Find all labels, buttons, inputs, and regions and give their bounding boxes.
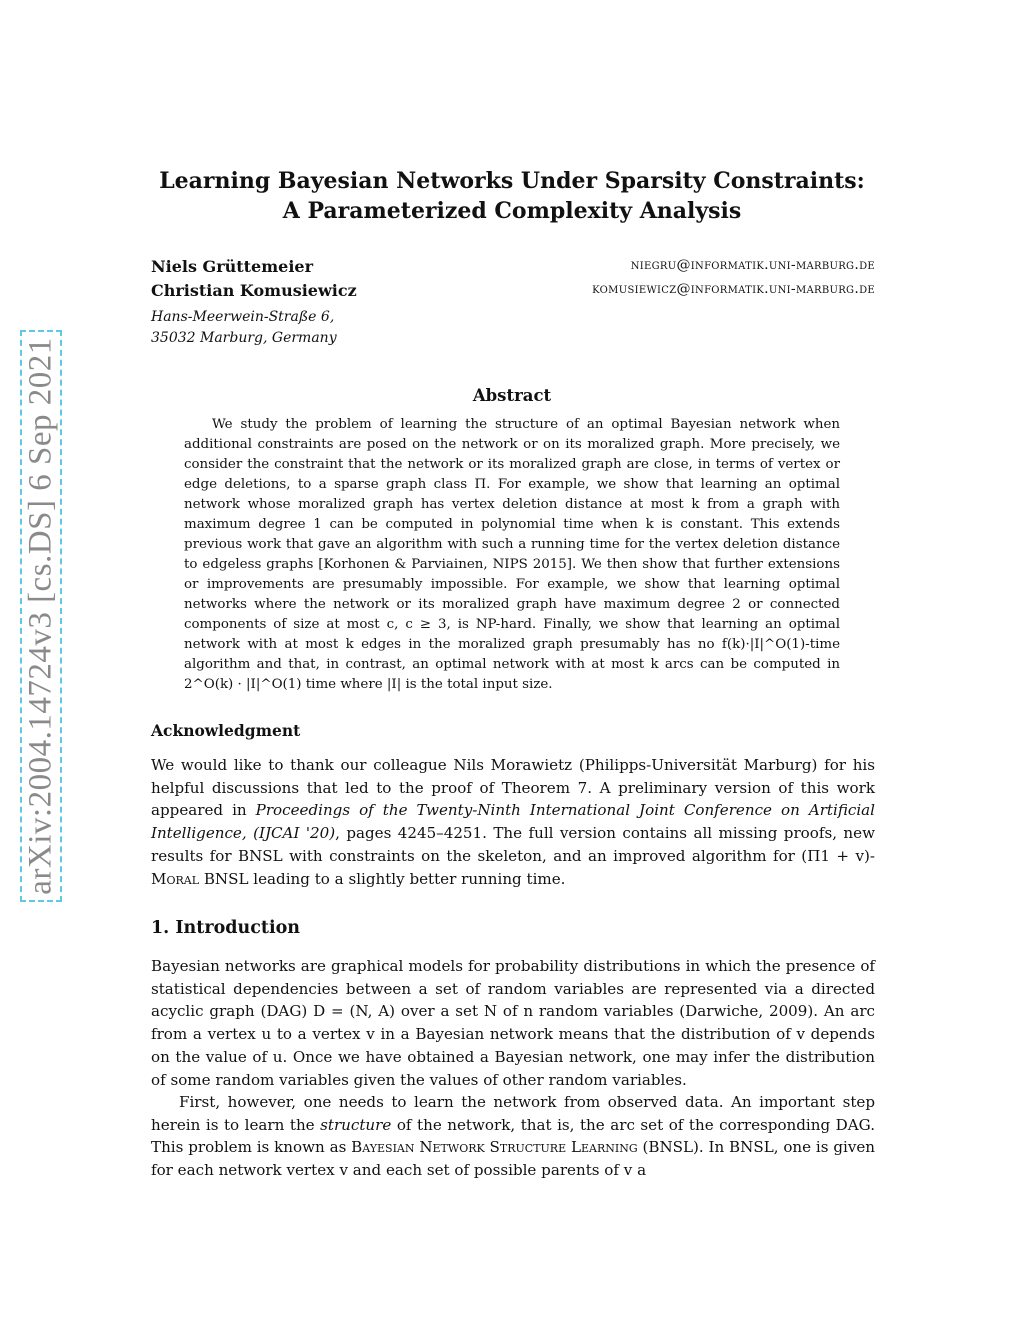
acknowledgment-text-part: , pages 4245–4251. The full version contains all missing proofs, new results for BNSL with constraints on the skeleton, and an improved algorithm for (Π1 + v)- [151, 824, 875, 865]
arxiv-identifier-stamp [20, 330, 62, 902]
author-block [151, 257, 875, 349]
acknowledgment-text [151, 754, 875, 890]
address-line-2: 35032 Marburg, Germany [151, 330, 337, 346]
author-name: Niels Grüttemeier [151, 257, 314, 276]
introduction-paragraph: Bayesian networks are graphical models for probability distributions in which the presence of statistical dependencies between a set of random variables are represented via a directed acyclic graph (DAG) D = (N, A) over a set N of n random variables (Darwiche, 2009). An arc from a vertex u to a vertex v in a Bayesian network means that the distribution of v depends on the value of u. Once we have obtained a Bayesian network, one may infer the distribution of some random variables given the values of other random variables. [151, 957, 875, 1089]
title-line-1: Learning Bayesian Networks Under Sparsity Constraints: [159, 168, 865, 194]
emphasis-structure: structure [320, 1115, 392, 1134]
abstract-text: We study the problem of learning the structure of an optimal Bayesian network when additional constraints are posed on the network or on its moralized graph. More precisely, we consider the constraint that the network or its moralized graph are close, in terms of vertex or edge deletions, to a sparse graph class Π. For example, we show that learning an optimal network whose moralized graph has vertex deletion distance at most k from a graph with maximum degree 1 can be computed in polynomial time when k is constant. This extends previous work that gave an algorithm with such a running time for the vertex deletion distance to edgeless graphs [Korhonen & Parviainen, NIPS 2015]. We then show that further extensions or improvements are presumably impossible. For example, we show that learning optimal networks where the network or its moralized graph have maximum degree 2 or connected components of size at most c, c ≥ 3, is NP-hard. Finally, we show that learning an optimal network with at most k edges in the moralized graph presumably has no f(k)·|I|^O(1)-time algorithm and that, in contrast, an optimal network with at most k arcs can be computed in 2^O(k) · |I|^O(1) time where |I| is the total input size. [184, 417, 840, 692]
author-email[interactable]: niegru@informatik.uni-marburg.de [630, 257, 875, 273]
problem-name: Bayesian Network Structure Learning [351, 1138, 638, 1157]
author-row [151, 257, 875, 281]
paragraph-text-part: of the network, that is, the arc set of the corresponding DAG. This problem is known as [151, 1115, 875, 1157]
address-line-1: Hans-Meerwein-Straße 6, [151, 309, 335, 325]
author-address [151, 307, 875, 349]
paragraph-text-part: First, however, one needs to learn the network from observed data. An important step herein is to learn the [151, 1093, 875, 1134]
arxiv-identifier: arXiv:2004.14724v3 [cs.DS] 6 Sep 2021 [22, 337, 59, 895]
acknowledgment-text-part: BNSL leading to a slightly better running time. [199, 869, 566, 888]
acknowledgment-heading: Acknowledgment [151, 721, 301, 740]
paragraph-text-part: (BNSL). In BNSL, one is given for each network vertex v and each set of possible parents of v a [151, 1138, 875, 1180]
author-name: Christian Komusiewicz [151, 281, 357, 300]
author-email[interactable]: komusiewicz@informatik.uni-marburg.de [592, 281, 875, 297]
introduction-paragraph [151, 1091, 875, 1182]
abstract-heading: Abstract [472, 386, 552, 405]
problem-name: Moral [151, 869, 200, 888]
acknowledgment-venue: Proceedings of the Twenty-Ninth International Joint Conference on Artificial Intelligence, (IJCAI '20) [151, 801, 875, 843]
paper-title [150, 166, 874, 226]
author-row [151, 281, 875, 305]
acknowledgment-text-part: We would like to thank our colleague Nils Morawietz (Philipps-Universität Marburg) for his helpful discussions that led to the proof of Theorem 7. A preliminary version of this work appeared in [151, 756, 875, 820]
title-line-2: A Parameterized Complexity Analysis [282, 198, 742, 224]
introduction-heading: 1. Introduction [151, 918, 300, 938]
